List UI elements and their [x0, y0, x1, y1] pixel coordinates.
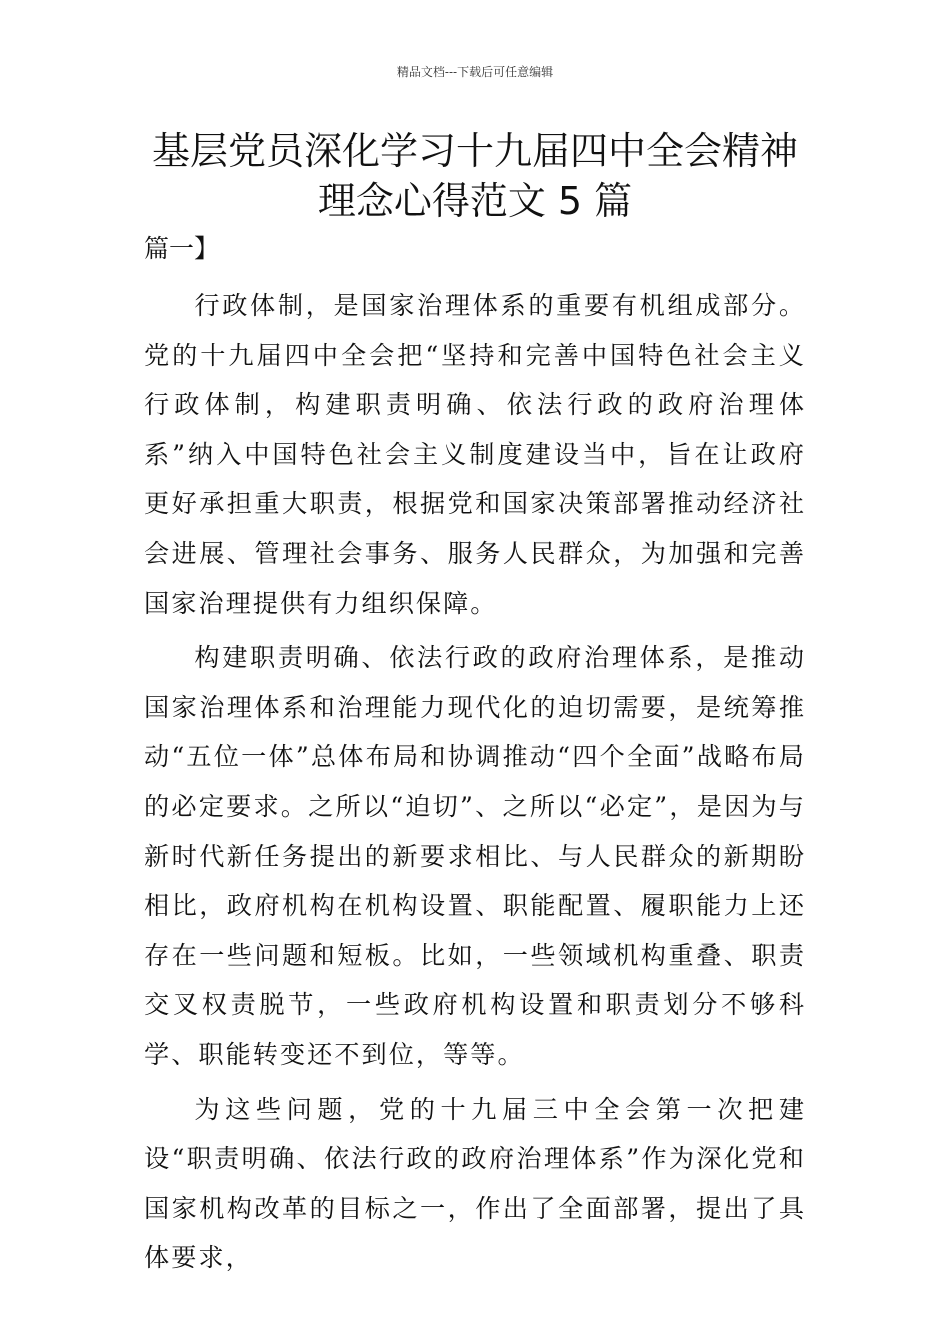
- document-body: [144, 281, 806, 1288]
- title-line-2: 理念心得范文 5 篇: [317, 179, 633, 223]
- section-label: 篇一】: [144, 234, 220, 263]
- paragraph-3: 为这些问题，党的十九届三中全会第一次把建设“职责明确、依法行政的政府治理体系”作为深化党和国家机构改革的目标之一，作出了全面部署，提出了具体要求，: [144, 1094, 806, 1273]
- paragraph-2: 构建职责明确、依法行政的政府治理体系，是推动国家治理体系和治理能力现代化的迫切需要，是统筹推动“五位一体”总体布局和协调推动“四个全面”战略布局的必定要求。之所以“迫切”、之所以“必定”，是因为与新时代新任务提出的新要求相比、与人民群众的新期盼相比，政府机构在机构设置、职能配置、履职能力上还存在一些问题和短板。比如，一些领域机构重叠、职责交叉权责脱节，一些政府机构设置和职责划分不够科学、职能转变还不到位，等等。: [144, 643, 806, 1069]
- header-watermark: 精品文档---下载后可任意编辑: [396, 65, 554, 79]
- paragraph-1: 行政体制，是国家治理体系的重要有机组成部分。党的十九届四中全会把“坚持和完善中国特色社会主义行政体制，构建职责明确、依法行政的政府治理体系”纳入中国特色社会主义制度建设当中，旨在让政府更好承担重大职责，根据党和国家决策部署推动经济社会进展、管理社会事务、服务人民群众，为加强和完善国家治理提供有力组织保障。: [144, 291, 806, 618]
- document-title: [100, 126, 850, 226]
- title-line-1: 基层党员深化学习十九届四中全会精神: [151, 129, 798, 173]
